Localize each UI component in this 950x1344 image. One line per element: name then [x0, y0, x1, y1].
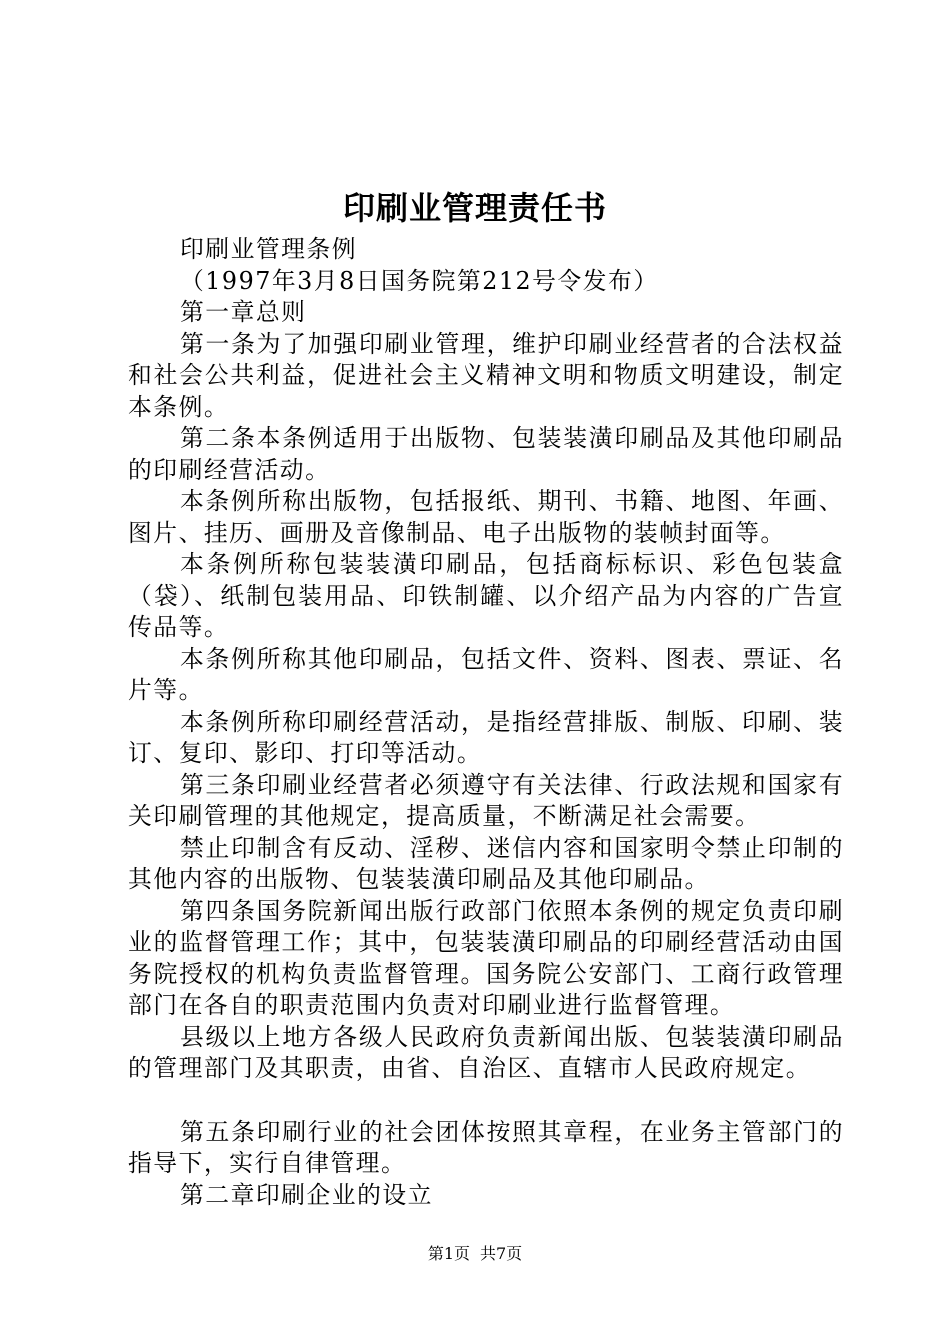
article-paragraph: 本条例所称其他印刷品，包括文件、资料、图表、票证、名片等。: [128, 644, 844, 704]
page-footer: [0, 1243, 950, 1265]
article-paragraph: 本条例所称包装装潢印刷品，包括商标标识、彩色包装盒（袋）、纸制包装用品、印铁制罐、以介绍产品为内容的广告宣传品等。: [128, 550, 844, 641]
article-paragraph: 本条例所称印刷经营活动，是指经营排版、制版、印刷、装订、复印、影印、打印等活动。: [128, 707, 844, 767]
chapter-heading: 第一章总则: [180, 298, 307, 326]
article-paragraph: 本条例所称出版物，包括报纸、期刊、书籍、地图、年画、图片、挂历、画册及音像制品、电子出版物的装帧封面等。: [128, 487, 844, 547]
document-body: [128, 234, 844, 1211]
page-total: 共7页: [480, 1244, 523, 1263]
article-paragraph: 第三条印刷业经营者必须遵守有关法律、行政法规和国家有关印刷管理的其他规定，提高质量，不断满足社会需要。: [128, 770, 844, 830]
article-paragraph: 禁止印制含有反动、淫秽、迷信内容和国家明令禁止印制的其他内容的出版物、包装装潢印刷品及其他印刷品。: [128, 833, 844, 893]
article-paragraph: 第二条本条例适用于出版物、包装装潢印刷品及其他印刷品的印刷经营活动。: [128, 424, 844, 484]
article-paragraph: 县级以上地方各级人民政府负责新闻出版、包装装潢印刷品的管理部门及其职责，由省、自治区、直辖市人民政府规定。: [128, 1022, 844, 1082]
regulation-name: 印刷业管理条例: [180, 235, 358, 263]
document-title: 印刷业管理责任书: [342, 189, 607, 227]
article-paragraph: 第一条为了加强印刷业管理，维护印刷业经营者的合法权益和社会公共利益，促进社会主义精神文明和物质文明建设，制定本条例。: [128, 329, 844, 421]
page-number: 第1页: [427, 1244, 470, 1263]
article-paragraph: 第五条印刷行业的社会团体按照其章程，在业务主管部门的指导下，实行自律管理。: [128, 1117, 844, 1177]
issuance-note: （1997年3月8日国务院第212号令发布）: [180, 266, 659, 295]
article-paragraph: 第四条国务院新闻出版行政部门依照本条例的规定负责印刷业的监督管理工作；其中，包装装潢印刷品的印刷经营活动由国务院授权的机构负责监督管理。国务院公安部门、工商行政管理部门在各自的职责范围内负责对印刷业进行监督管理。: [128, 896, 844, 1019]
chapter-heading: 第二章印刷企业的设立: [180, 1180, 433, 1209]
